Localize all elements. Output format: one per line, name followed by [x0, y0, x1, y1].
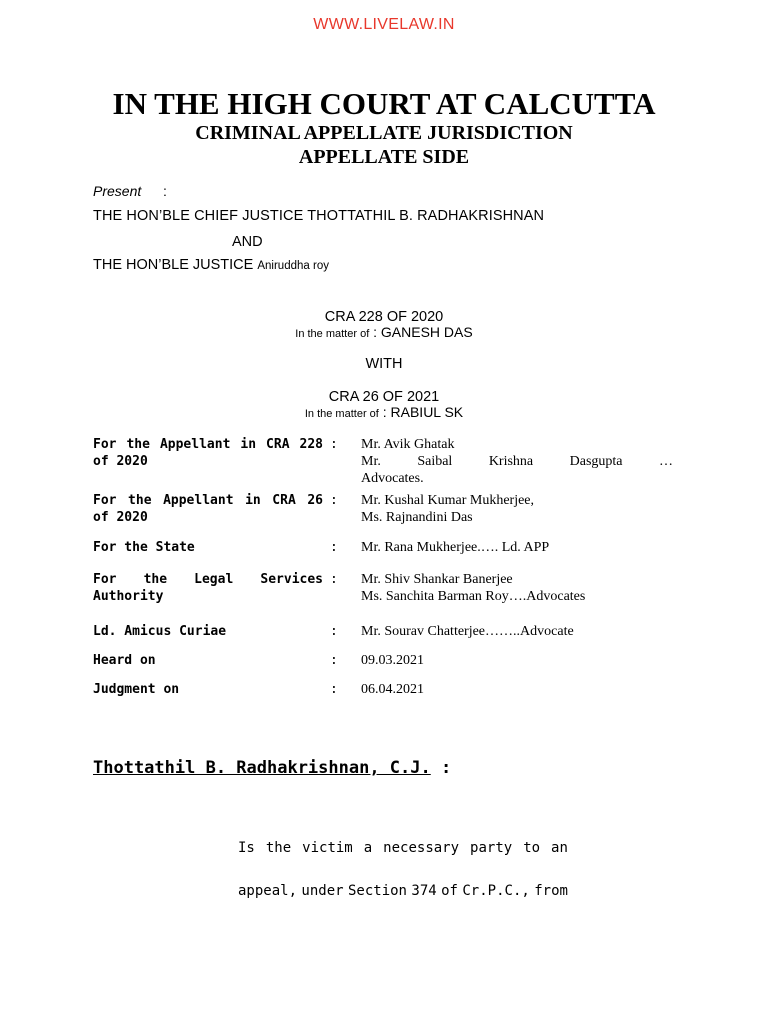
party-label: Judgment on — [93, 682, 180, 697]
party-label: Ld. Amicus Curiae — [93, 624, 227, 639]
party-label: Heard on — [93, 653, 156, 668]
party-counsel — [361, 539, 673, 556]
body-word: party — [470, 840, 513, 856]
body-word: an — [551, 840, 568, 856]
jurisdiction-heading: CRIMINAL APPELLATE JURISDICTION — [195, 122, 573, 144]
party-counsel — [361, 492, 673, 526]
body-word: a — [363, 840, 373, 856]
case-number-1: CRA 228 OF 2020 — [324, 309, 444, 325]
date-value: 09.03.2021 — [361, 653, 424, 668]
body-word: Is — [238, 840, 255, 856]
party-value — [361, 681, 673, 698]
matter2-name: : RABIUL SK — [382, 404, 464, 420]
counsel-word: Saibal — [417, 454, 453, 469]
livelaw-watermark: WWW.LIVELAW.IN — [313, 16, 455, 33]
present-label: Present — [93, 183, 142, 199]
judge2-prefix: THE HON’BLE JUSTICE — [93, 257, 258, 273]
party-colon: : — [330, 572, 338, 587]
body-word: Cr.P.C., — [462, 883, 530, 899]
party-row — [93, 492, 683, 528]
body-word: to — [523, 840, 541, 856]
matter-1 — [0, 324, 768, 340]
body-word: 374 — [411, 883, 437, 899]
party-colon: : — [330, 437, 338, 452]
party-colon: : — [330, 624, 338, 639]
date-value: 06.04.2021 — [361, 682, 424, 697]
party-row — [93, 436, 683, 488]
and-connector: AND — [232, 234, 263, 250]
body-word: victim — [302, 840, 353, 856]
matter2-prefix: In the matter of — [304, 408, 379, 420]
party-label: For the Appellant in CRA 26 of 2020 — [93, 493, 323, 525]
present-colon: : — [163, 183, 167, 199]
party-counsel — [361, 571, 673, 605]
body-word: under — [301, 883, 344, 899]
counsel-line: Advocates. — [361, 471, 424, 486]
counsel-line: Mr. Rana Mukherjee.…. Ld. APP — [361, 540, 550, 555]
body-line-1 — [238, 840, 568, 856]
party-counsel — [361, 623, 673, 640]
party-label: For the Appellant in CRA 228 of 2020 — [93, 437, 323, 469]
party-label: For the State — [93, 540, 195, 555]
body-word: Section — [347, 883, 407, 899]
author-name: Thottathil B. Radhakrishnan, C.J. — [93, 758, 431, 778]
counsel-word: Krishna — [488, 454, 534, 469]
party-row — [93, 571, 683, 607]
judge-justice — [93, 257, 329, 273]
counsel-line-justified — [361, 453, 673, 470]
party-colon: : — [330, 540, 338, 555]
court-title: IN THE HIGH COURT AT CALCUTTA — [112, 86, 656, 121]
party-row — [93, 623, 683, 641]
judge2-name: Aniruddha roy — [257, 260, 329, 272]
author-suffix: : — [430, 758, 452, 778]
judgment-author — [93, 758, 451, 778]
matter1-name: : GANESH DAS — [373, 324, 473, 340]
matter1-prefix: In the matter of — [295, 328, 370, 340]
body-word: of — [441, 883, 458, 899]
matter-2 — [0, 404, 768, 420]
body-word: necessary — [383, 840, 460, 856]
body-word: the — [265, 840, 292, 856]
counsel-line: Mr. Shiv Shankar Banerjee — [361, 572, 513, 587]
counsel-word: … — [659, 454, 673, 469]
body-word: appeal, — [238, 883, 298, 899]
counsel-line: Mr. Avik Ghatak — [361, 437, 455, 452]
party-colon: : — [330, 653, 338, 668]
body-line-2 — [238, 883, 568, 899]
party-counsel — [361, 436, 673, 487]
with-connector: WITH — [365, 356, 403, 372]
side-heading: APPELLATE SIDE — [298, 146, 470, 168]
party-colon: : — [330, 682, 338, 697]
body-word: from — [534, 883, 568, 899]
counsel-line: Ms. Sanchita Barman Roy….Advocates — [361, 589, 586, 604]
counsel-line: Mr. Kushal Kumar Mukherjee, — [361, 493, 535, 508]
party-row — [93, 652, 683, 670]
case-number-2: CRA 26 OF 2021 — [328, 389, 440, 405]
counsel-word: Dasgupta — [569, 454, 623, 469]
party-value — [361, 652, 673, 669]
party-colon: : — [330, 493, 338, 508]
party-label: For the Legal Services Authority — [93, 572, 323, 604]
party-row — [93, 681, 683, 699]
party-row — [93, 539, 683, 557]
counsel-word: Mr. — [361, 454, 381, 469]
counsel-line: Ms. Rajnandini Das — [361, 510, 473, 525]
judge-chief-justice: THE HON’BLE CHIEF JUSTICE THOTTATHIL B. RADHAKRISHNAN — [93, 208, 545, 224]
counsel-line: Mr. Sourav Chatterjee……..Advocate — [361, 624, 574, 639]
